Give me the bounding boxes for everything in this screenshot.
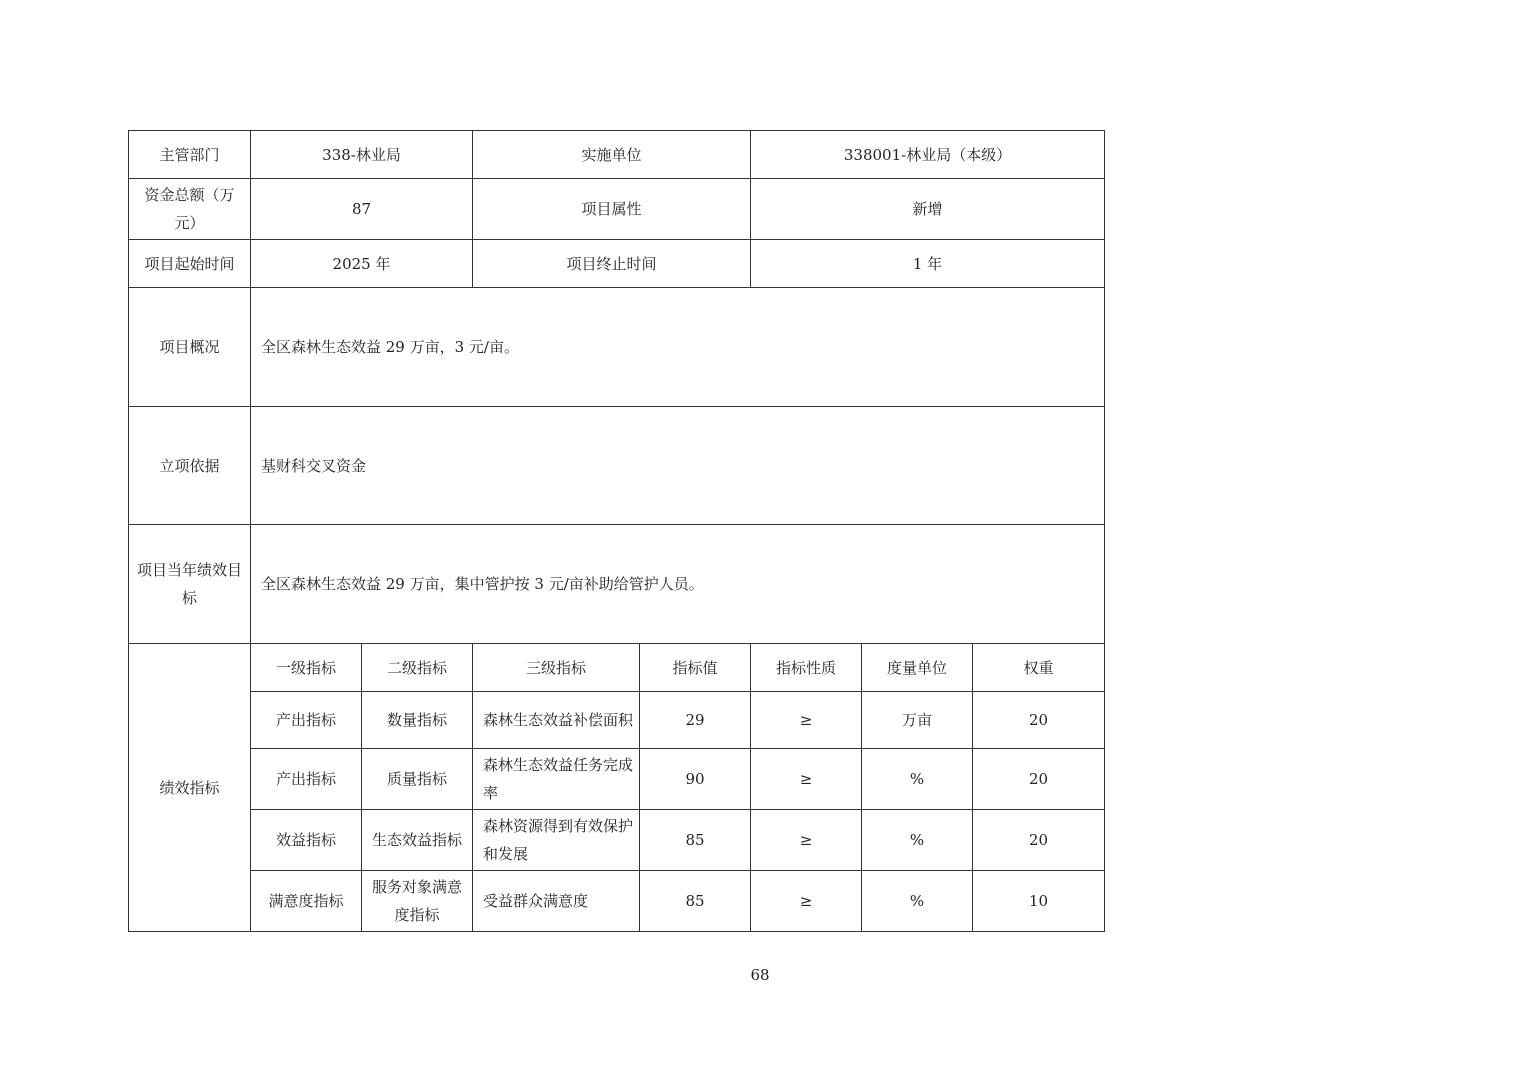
perf-header-nature: 指标性质 xyxy=(751,644,862,692)
cell-value: 85 xyxy=(640,871,751,932)
goal-label: 项目当年绩效目标 xyxy=(129,525,251,644)
cell-unit: % xyxy=(862,810,973,871)
cell-level2: 质量指标 xyxy=(362,749,473,810)
start-label: 项目起始时间 xyxy=(129,240,251,288)
cell-level3: 受益群众满意度 xyxy=(473,871,640,932)
funds-value: 87 xyxy=(251,179,473,240)
unit-label: 实施单位 xyxy=(473,131,751,179)
cell-level2: 生态效益指标 xyxy=(362,810,473,871)
perf-header-level2: 二级指标 xyxy=(362,644,473,692)
project-performance-table xyxy=(128,130,1105,932)
dept-value: 338-林业局 xyxy=(251,131,473,179)
cell-level3: 森林生态效益任务完成率 xyxy=(473,749,640,810)
cell-nature: ≥ xyxy=(751,871,862,932)
basis-label: 立项依据 xyxy=(129,407,251,525)
cell-value: 85 xyxy=(640,810,751,871)
perf-label: 绩效指标 xyxy=(129,644,251,932)
cell-unit: 万亩 xyxy=(862,692,973,749)
start-value: 2025 年 xyxy=(251,240,473,288)
table-row xyxy=(129,692,1105,749)
cell-level3: 森林资源得到有效保护和发展 xyxy=(473,810,640,871)
perf-header-unit: 度量单位 xyxy=(862,644,973,692)
cell-weight: 20 xyxy=(973,692,1105,749)
cell-level1: 产出指标 xyxy=(251,749,362,810)
cell-weight: 10 xyxy=(973,871,1105,932)
row-time xyxy=(129,240,1105,288)
cell-unit: % xyxy=(862,749,973,810)
perf-header-level1: 一级指标 xyxy=(251,644,362,692)
end-value: 1 年 xyxy=(751,240,1105,288)
cell-level1: 满意度指标 xyxy=(251,871,362,932)
overview-value: 全区森林生态效益 29 万亩，3 元/亩。 xyxy=(251,288,1105,407)
table-row xyxy=(129,749,1105,810)
overview-label: 项目概况 xyxy=(129,288,251,407)
dept-label: 主管部门 xyxy=(129,131,251,179)
cell-nature: ≥ xyxy=(751,749,862,810)
cell-level3: 森林生态效益补偿面积 xyxy=(473,692,640,749)
perf-header-value: 指标值 xyxy=(640,644,751,692)
cell-nature: ≥ xyxy=(751,692,862,749)
perf-header-weight: 权重 xyxy=(973,644,1105,692)
cell-value: 29 xyxy=(640,692,751,749)
row-dept xyxy=(129,131,1105,179)
table-row xyxy=(129,871,1105,932)
row-overview xyxy=(129,288,1105,407)
basis-value: 基财科交叉资金 xyxy=(251,407,1105,525)
cell-value: 90 xyxy=(640,749,751,810)
funds-label: 资金总额（万元） xyxy=(129,179,251,240)
cell-level2: 数量指标 xyxy=(362,692,473,749)
end-label: 项目终止时间 xyxy=(473,240,751,288)
goal-value: 全区森林生态效益 29 万亩，集中管护按 3 元/亩补助给管护人员。 xyxy=(251,525,1105,644)
cell-level2: 服务对象满意度指标 xyxy=(362,871,473,932)
perf-header-level3: 三级指标 xyxy=(473,644,640,692)
table-row xyxy=(129,810,1105,871)
attr-label: 项目属性 xyxy=(473,179,751,240)
cell-level1: 产出指标 xyxy=(251,692,362,749)
attr-value: 新增 xyxy=(751,179,1105,240)
page-number: 68 xyxy=(750,966,770,984)
cell-unit: % xyxy=(862,871,973,932)
cell-level1: 效益指标 xyxy=(251,810,362,871)
unit-value: 338001-林业局（本级） xyxy=(751,131,1105,179)
cell-nature: ≥ xyxy=(751,810,862,871)
row-funds xyxy=(129,179,1105,240)
row-basis xyxy=(129,407,1105,525)
cell-weight: 20 xyxy=(973,810,1105,871)
cell-weight: 20 xyxy=(973,749,1105,810)
row-goal xyxy=(129,525,1105,644)
perf-header-row xyxy=(129,644,1105,692)
